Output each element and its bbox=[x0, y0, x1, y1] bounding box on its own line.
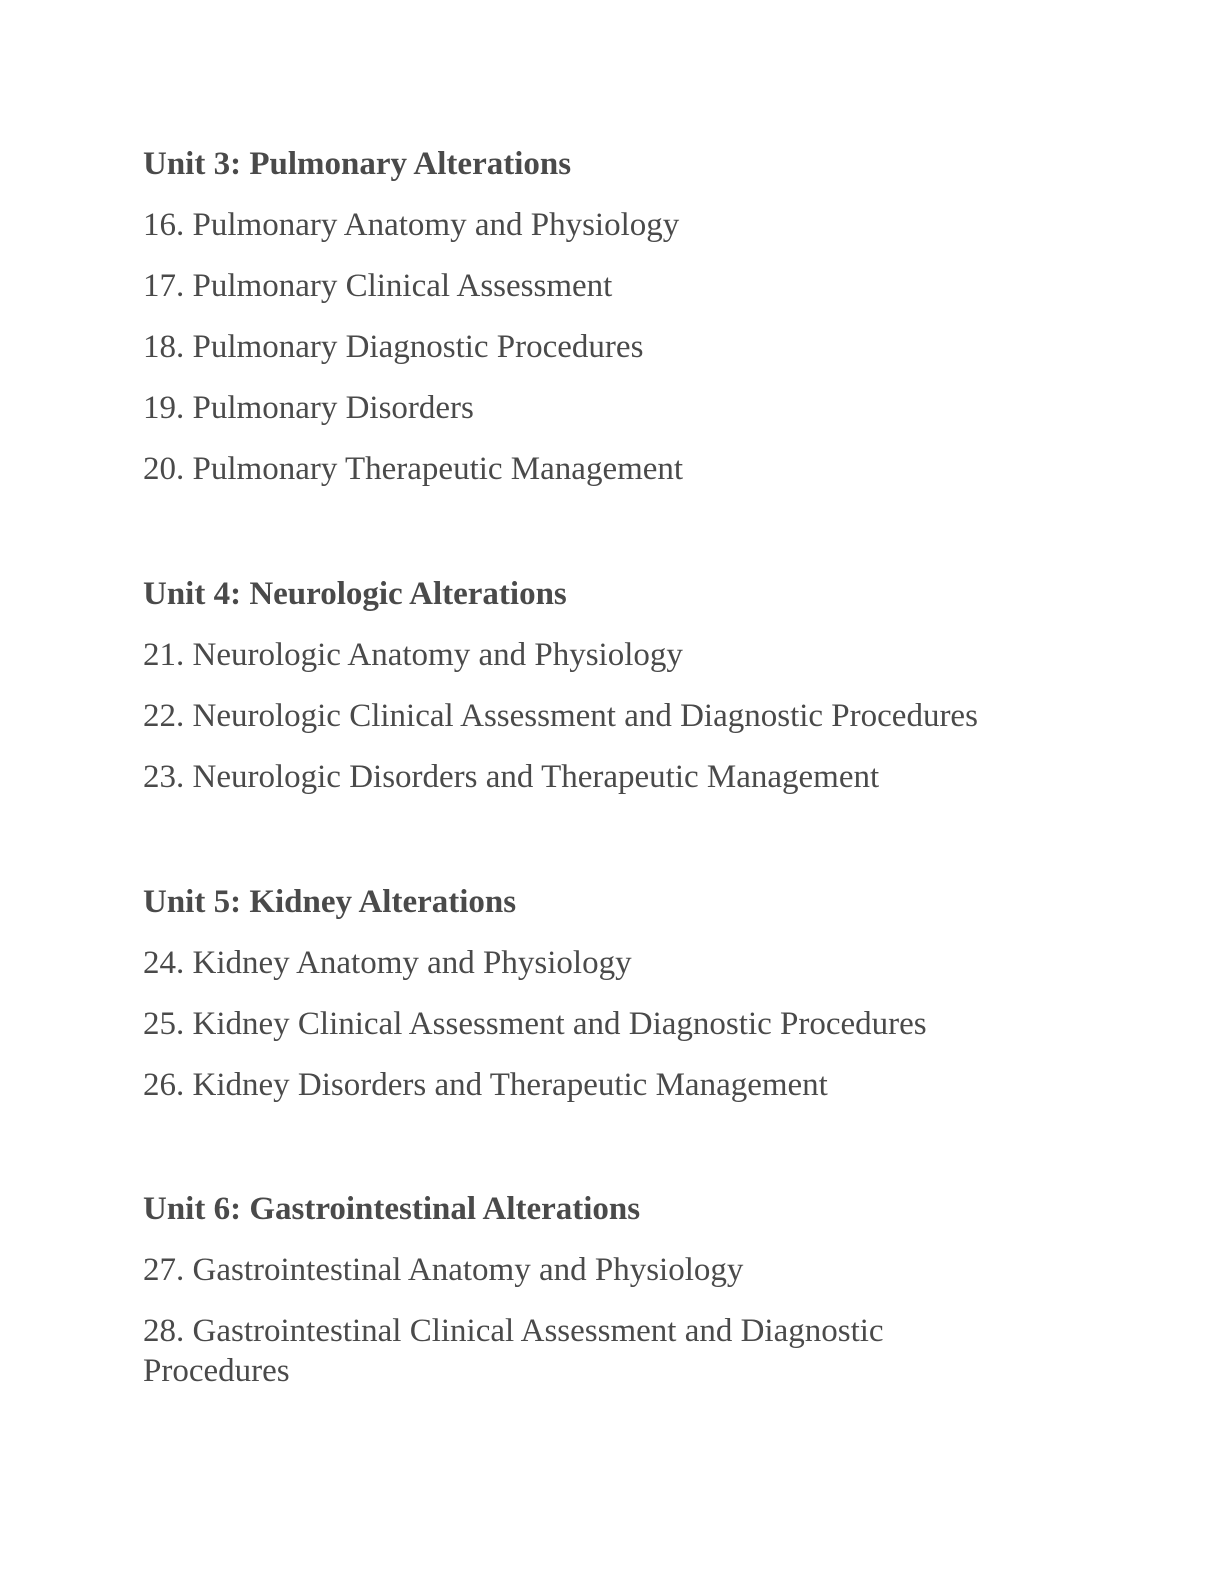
chapter-item: 25. Kidney Clinical Assessment and Diagnostic Procedures bbox=[143, 1006, 927, 1042]
unit-section bbox=[143, 574, 1083, 818]
chapter-item: 26. Kidney Disorders and Therapeutic Management bbox=[143, 1067, 828, 1103]
unit-section bbox=[143, 1189, 1083, 1412]
chapter-item: 22. Neurologic Clinical Assessment and Diagnostic Procedures bbox=[143, 698, 978, 734]
unit-title: Unit 5: Kidney Alterations bbox=[143, 884, 517, 920]
unit-title: Unit 6: Gastrointestinal Alterations bbox=[143, 1191, 641, 1227]
unit-title: Unit 4: Neurologic Alterations bbox=[143, 576, 567, 612]
unit-section bbox=[143, 144, 1083, 510]
chapter-item: 17. Pulmonary Clinical Assessment bbox=[143, 268, 613, 304]
chapter-item: 28. Gastrointestinal Clinical Assessment and Diagnostic Procedures bbox=[143, 1313, 884, 1389]
chapter-item: 21. Neurologic Anatomy and Physiology bbox=[143, 637, 683, 673]
chapter-item: 27. Gastrointestinal Anatomy and Physiology bbox=[143, 1252, 744, 1288]
chapter-item: 16. Pulmonary Anatomy and Physiology bbox=[143, 207, 680, 243]
chapter-item: 20. Pulmonary Therapeutic Management bbox=[143, 451, 684, 487]
unit-section bbox=[143, 882, 1083, 1126]
chapter-item: 18. Pulmonary Diagnostic Procedures bbox=[143, 329, 644, 365]
chapter-item: 24. Kidney Anatomy and Physiology bbox=[143, 945, 632, 981]
unit-title: Unit 3: Pulmonary Alterations bbox=[143, 146, 572, 182]
chapter-item: 23. Neurologic Disorders and Therapeutic Management bbox=[143, 759, 880, 795]
chapter-item: 19. Pulmonary Disorders bbox=[143, 390, 474, 426]
